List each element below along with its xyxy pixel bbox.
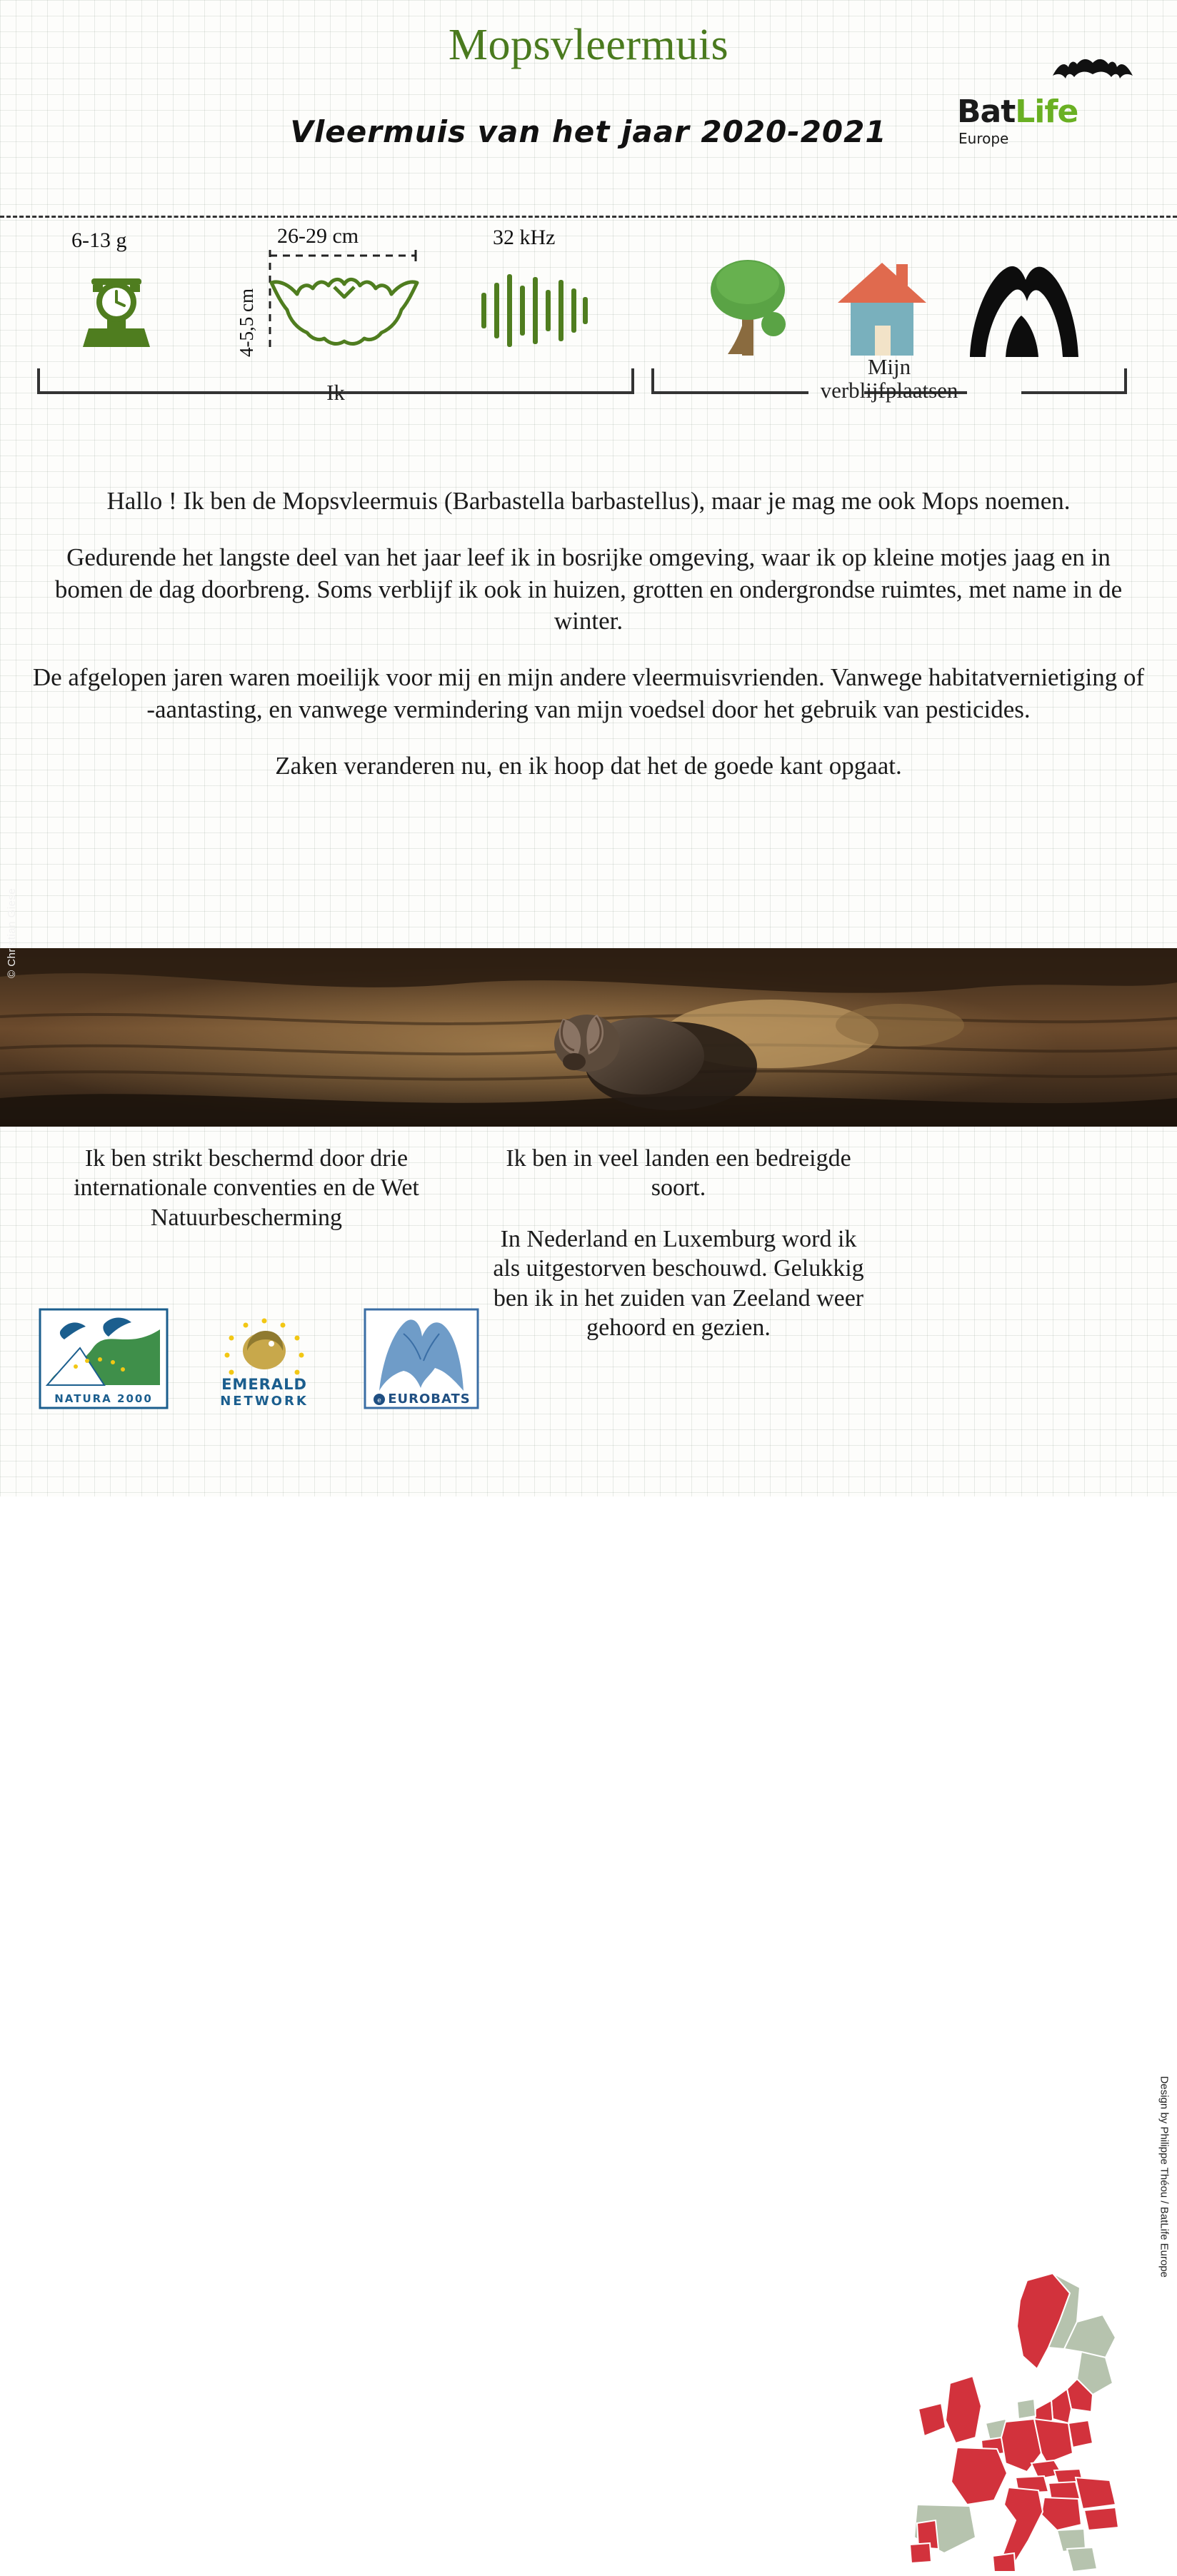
body-paragraph-1: Hallo ! Ik ben de Mopsvleermuis (Barbastella barbastellus), maar je mag me ook Mops noemen. bbox=[106, 487, 1071, 515]
logo-life-text: Life bbox=[1015, 94, 1078, 130]
bracket-left-label: Ik bbox=[326, 380, 345, 405]
eurobats-label: EUROBATS bbox=[388, 1392, 471, 1407]
body-text bbox=[30, 485, 1147, 783]
bat-photo bbox=[0, 887, 1177, 1127]
bracket-right-label-line2: verblijfplaatsen bbox=[820, 377, 958, 403]
protection-text: Ik ben strikt beschermd door drie internationale conventies en de Wet Natuurbescherming bbox=[74, 1145, 419, 1231]
photo-credit: © Christian Giese bbox=[6, 887, 18, 978]
weight-label: 6-13 g bbox=[71, 228, 127, 252]
logo-bat-text: Bat bbox=[957, 94, 1016, 130]
status-paragraph-1: Ik ben in veel landen een bedreigde soort. bbox=[506, 1145, 851, 1202]
bracket-right-label bbox=[771, 356, 1007, 402]
eurobats-logo bbox=[361, 1305, 482, 1412]
header-divider bbox=[0, 216, 1177, 218]
status-text bbox=[493, 1144, 864, 1364]
body-paragraph-4: Zaken veranderen nu, en ik hoop dat het de goede kant opgaat. bbox=[275, 751, 902, 780]
svg-text:e: e bbox=[377, 1397, 381, 1404]
bat-photo-image bbox=[0, 948, 1177, 1127]
status-paragraph-2: In Nederland en Luxemburg word ik als uitgestorven beschouwd. Gelukkig ben ik in het zuiden van Zeeland weer gehoord en gezien. bbox=[493, 1225, 864, 1342]
body-paragraph-2: Gedurende het langste deel van het jaar leef ik in bosrijke omgeving, waar ik op kleine motjes jaag en in bomen de dag doorbreng. Soms verblijf ik ook in huizen, grotten en ondergrondse ruimtes, met name in de winter. bbox=[54, 543, 1123, 635]
emerald-network-logo bbox=[200, 1309, 329, 1409]
page-subtitle: Vleermuis van het jaar 2020-2021 bbox=[290, 114, 887, 149]
emerald-label: EMERALD bbox=[221, 1376, 307, 1393]
page-title: Mopsvleermuis bbox=[448, 21, 729, 69]
footer-logos bbox=[36, 1305, 471, 1419]
header bbox=[0, 0, 1177, 218]
frequency-label: 32 kHz bbox=[493, 226, 556, 249]
sound-wave-icon bbox=[477, 264, 591, 357]
design-credit: Design by Philippe Théou / BatLife Europe bbox=[1158, 2076, 1170, 2278]
scale-icon bbox=[70, 263, 163, 356]
logo-europe-text: Europe bbox=[958, 130, 1009, 147]
batlife-europe-logo bbox=[957, 56, 1136, 149]
tree-icon bbox=[689, 250, 803, 364]
wingspan-label: 26-29 cm bbox=[277, 224, 359, 248]
bracket-right-label-line1: Mijn bbox=[867, 354, 911, 379]
house-icon bbox=[825, 250, 939, 364]
europe-distribution-map bbox=[901, 2269, 1137, 2576]
footer bbox=[0, 1127, 1177, 2278]
facts-row bbox=[0, 224, 1177, 471]
body-paragraph-3: De afgelopen jaren waren moeilijk voor mij en mijn andere vleermuisvrienden. Vanwege habitatvernietiging of -aantasting, en vanwege vermindering van mijn voedsel door het gebruik van pesticides. bbox=[32, 663, 1145, 723]
bat-wingspan-icon bbox=[266, 270, 423, 356]
network-label: NETWORK bbox=[220, 1394, 309, 1409]
natura-2000-label: NATURA 2000 bbox=[54, 1392, 153, 1405]
natura-2000-logo bbox=[36, 1305, 171, 1412]
body-length-label: 4-5,5 cm bbox=[236, 288, 257, 357]
cave-mountain-icon bbox=[963, 250, 1084, 364]
logo-wordmark bbox=[957, 94, 1078, 130]
